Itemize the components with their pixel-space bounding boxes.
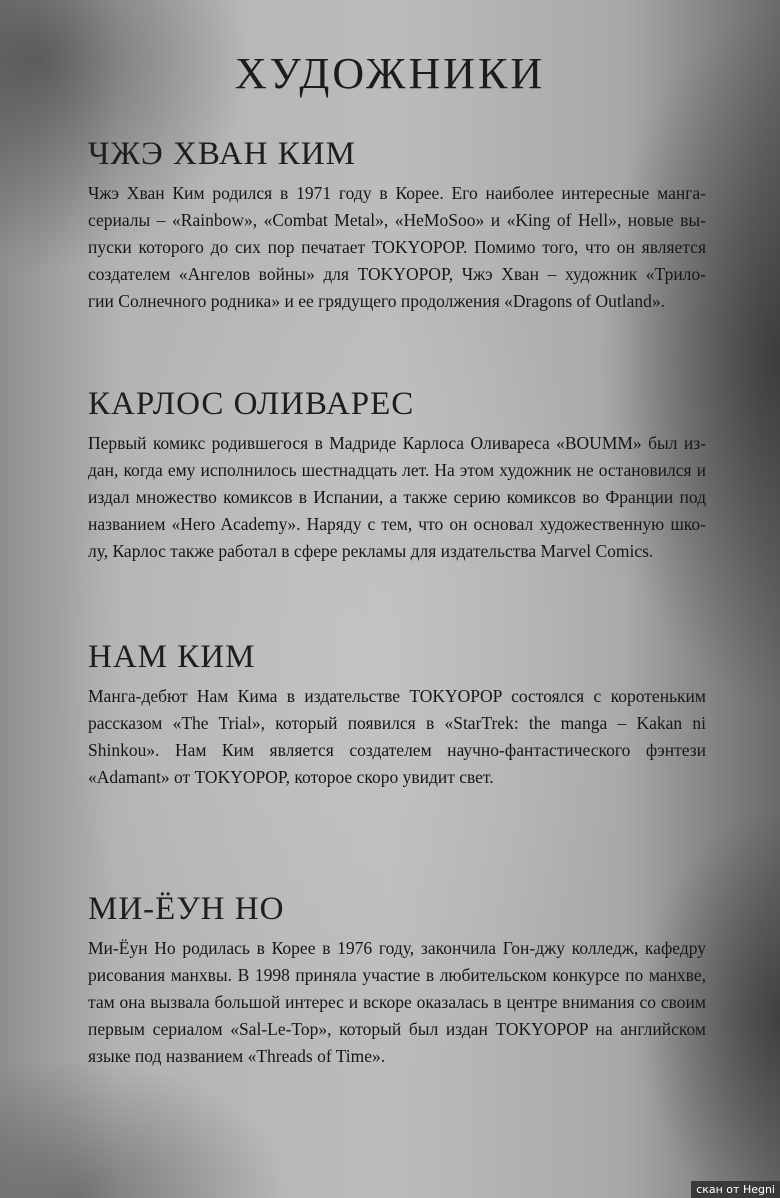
scan-watermark: скан от Hegni xyxy=(691,1181,780,1198)
artist-heading: ЧЖЭ ХВАН КИМ xyxy=(88,136,356,172)
bio-line: дан, когда ему исполнилось шестнадцать лет. На этом художник не остановился и xyxy=(88,460,706,480)
bio-line: Манга-дебют Нам Кима в издательстве TOKYOPOP состоялся с коротеньким xyxy=(88,686,706,706)
bio-line: Чжэ Хван Ким родился в 1971 году в Корее. Его наиболее интересные манга- xyxy=(88,183,706,203)
bio-line: там она вызвала большой интерес и вскоре оказалась в центре внимания со своим xyxy=(88,992,706,1012)
artist-heading: НАМ КИМ xyxy=(88,639,256,675)
bio-line: Первый комикс родившегося в Мадриде Карлоса Оливареса «BOUMM» был из- xyxy=(88,433,706,453)
artist-section-carlos-olivares xyxy=(88,384,706,565)
bio-line: Ми-Ёун Но родилась в Корее в 1976 году, закончила Гон-джу колледж, кафедру xyxy=(88,938,706,958)
bio-line: издал множество комиксов в Испании, а также серию комиксов во Франции под xyxy=(88,487,706,507)
bio-line: первым сериалом «Sal-Le-Top», который был издан TOKYOPOP на английском xyxy=(88,1019,706,1039)
bio-line: названием «Hero Academy». Наряду с тем, что он основал художественную шко- xyxy=(88,514,706,534)
bio-line: рассказом «The Trial», который появился в «StarTrek: the manga – Kakan ni xyxy=(88,713,706,733)
bio-line: языке под названием «Threads of Time». xyxy=(88,1046,386,1066)
artist-section-mi-young-noh xyxy=(88,889,706,1070)
bio-line: Shinkou». Нам Ким является создателем научно-фантастического фэнтези xyxy=(88,740,706,760)
artist-heading: МИ-ЁУН НО xyxy=(88,891,285,927)
bio-line: рисования манхвы. В 1998 приняла участие в любительском конкурсе по манхве, xyxy=(88,965,706,985)
bio-line: гии Солнечного родника» и ее грядущего продолжения «Dragons of Outland». xyxy=(88,291,666,311)
artist-section-nam-kim xyxy=(88,637,706,791)
page-title: ХУДОЖНИКИ xyxy=(234,49,546,98)
artist-section-jae-hwan-kim xyxy=(88,134,706,315)
bio-line: лу, Карлос также работал в сфере рекламы для издательства Marvel Comics. xyxy=(88,541,654,561)
bio-line: сериалы – «Rainbow», «Combat Metal», «HeMoSoo» и «King of Hell», новые вы- xyxy=(88,210,706,230)
artist-heading: КАРЛОС ОЛИВАРЕС xyxy=(88,386,415,422)
bio-line: создателем «Ангелов войны» для TOKYOPOP, Чжэ Хван – художник «Трило- xyxy=(88,264,706,284)
bio-line: «Adamant» от TOKYOPOP, которое скоро увидит свет. xyxy=(88,767,494,787)
bio-line: пуски которого до сих пор печатает TOKYOPOP. Помимо того, что он является xyxy=(88,237,706,257)
